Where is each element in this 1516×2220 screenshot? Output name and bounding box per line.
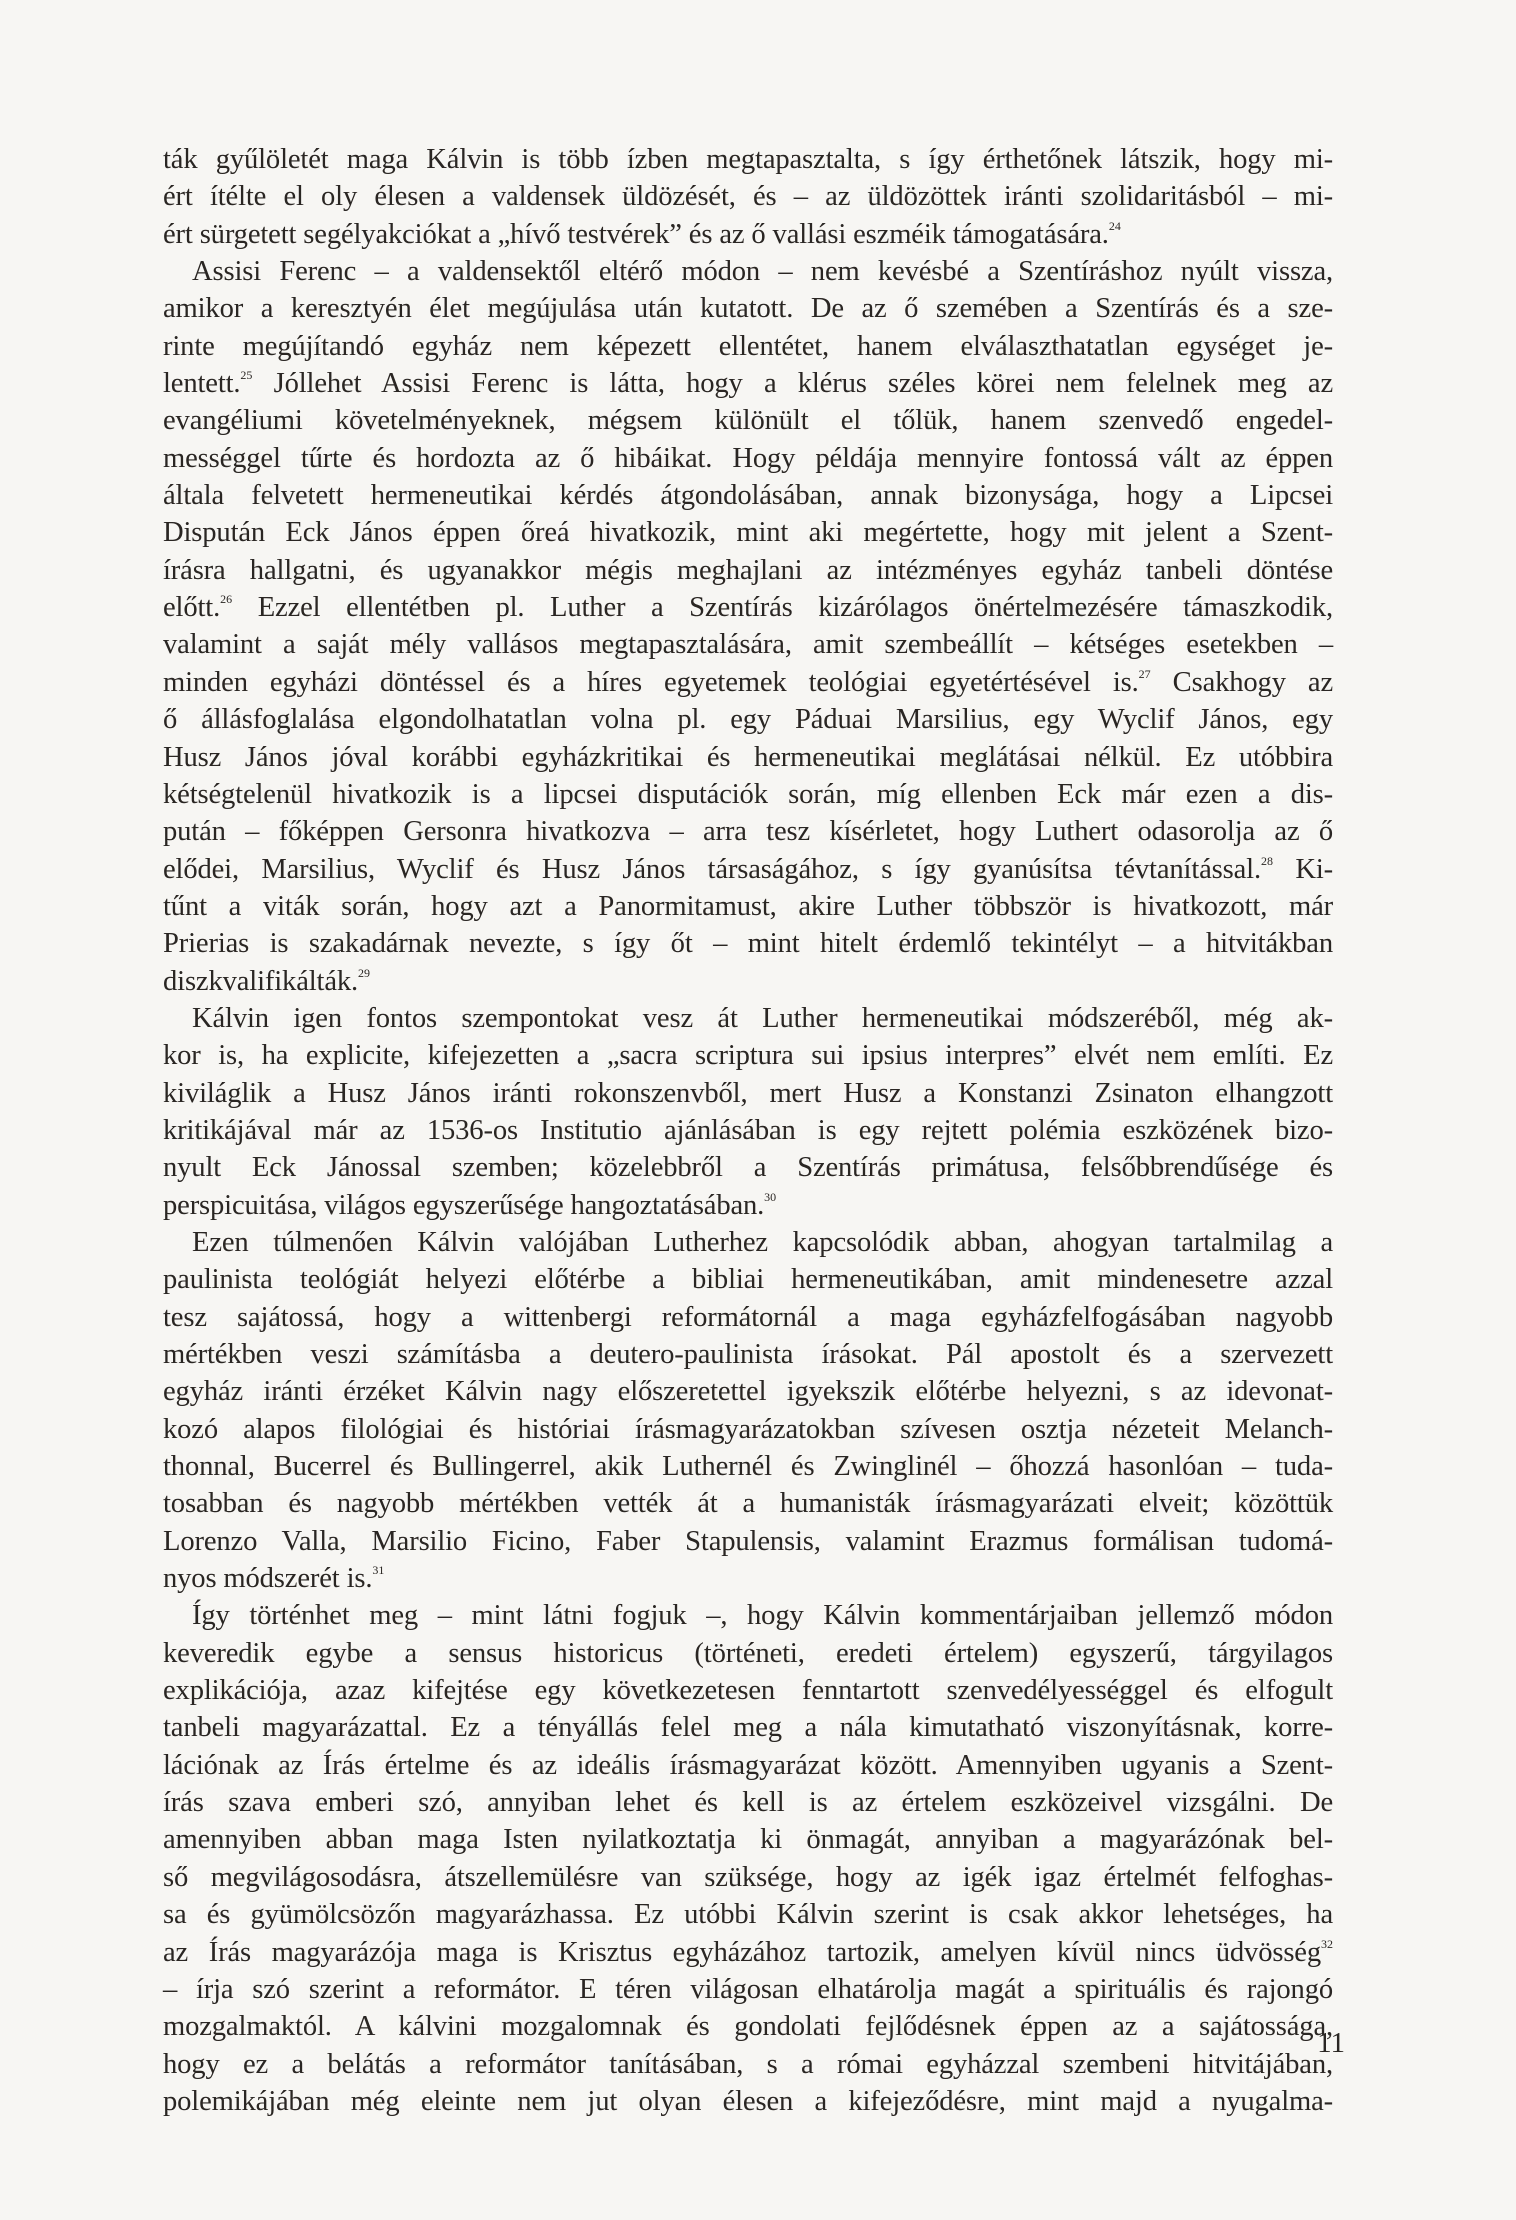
footnote-ref: 26 bbox=[220, 592, 233, 607]
footnote-ref: 31 bbox=[372, 1563, 385, 1578]
text-line: írásra hallgatni, és ugyanakkor mégis meghajlani az intézményes egyház tanbeli döntése bbox=[163, 554, 1333, 586]
footnote-ref: 25 bbox=[240, 368, 253, 383]
text-line: lációnak az Írás értelme és az ideális írásmagyarázat között. Amennyiben ugyanis a Szent- bbox=[163, 1749, 1333, 1781]
footnote-ref: 32 bbox=[1321, 1936, 1333, 1951]
text-line: írás szava emberi szó, annyiban lehet és kell is az értelem eszközeivel vizsgálni. De bbox=[163, 1787, 1333, 1819]
text-line: tűnt a viták során, hogy azt a Panormitamust, akire Luther többször is hivatkozott, már bbox=[163, 890, 1333, 922]
text-line: kiviláglik a Husz János iránti rokonszenvből, mert Husz a Konstanzi Zsinaton elhangzott bbox=[163, 1077, 1333, 1109]
footnote-ref: 30 bbox=[764, 1189, 777, 1204]
text-line: kétségtelenül hivatkozik is a lipcsei disputációk során, míg ellenben Eck már ezen a dis- bbox=[163, 778, 1333, 810]
text-line: ő állásfoglalása elgondolhatatlan volna pl. egy Páduai Marsilius, egy Wyclif János, egy bbox=[163, 704, 1333, 736]
text-line: rinte megújítandó egyház nem képezett ellentétet, hanem elválaszthatatlan egységet je- bbox=[163, 330, 1333, 362]
text-line: perspicuitása, világos egyszerűsége hangoztatásában.$^{30}$ bbox=[163, 1189, 777, 1221]
footnote-ref: 29 bbox=[358, 965, 371, 980]
text-line: ért sürgetett segélyakciókat a „hívő testvérek” és az ő vallási eszméik támogatására.$^{24}$ bbox=[163, 218, 1121, 250]
footnote-ref: 27 bbox=[1138, 666, 1151, 681]
body-text bbox=[163, 141, 1333, 2120]
text-line: Dispután Eck János éppen őreá hivatkozik, mint aki megértette, hogy mit jelent a Szent- bbox=[163, 517, 1333, 549]
text-line: diszkvalifikálták.$^{29}$ bbox=[163, 965, 371, 997]
text-line: kritikájával már az 1536-os Institutio ajánlásában is egy rejtett polémia eszközének bizo- bbox=[163, 1114, 1333, 1146]
text-line: Assisi Ferenc – a valdensektől eltérő módon – nem kevésbé a Szentíráshoz nyúlt vissza, bbox=[192, 256, 1333, 288]
text-line: az Írás magyarázója maga is Krisztus egyházához tartozik, amelyen kívül nincs üdvösség$^{32}$ bbox=[163, 1936, 1333, 1968]
text-line: Husz János jóval korábbi egyházkritikai és hermeneutikai meglátásai nélkül. Ez utóbbira bbox=[163, 741, 1333, 773]
text-line: lentett.$^{25}$ Jóllehet Assisi Ferenc is látta, hogy a klérus széles körei nem felelnek meg az bbox=[163, 368, 1333, 400]
text-line: Prierias is szakadárnak nevezte, s így őt – mint hitelt érdemlő tekintélyt – a hitvitákban bbox=[163, 928, 1333, 960]
text-line: mértékben veszi számításba a deutero-paulinista írásokat. Pál apostolt és a szervezett bbox=[163, 1339, 1333, 1370]
text-line: Kálvin igen fontos szempontokat vesz át Luther hermeneutikai módszeréből, még ak- bbox=[192, 1002, 1333, 1034]
text-line: tesz sajátossá, hogy a wittenbergi reformátornál a maga egyházfelfogásában nagyobb bbox=[163, 1301, 1333, 1333]
page-number: 11 bbox=[1317, 2027, 1345, 2059]
text-line: tanbeli magyarázattal. Ez a tényállás felel meg a nála kimutatható viszonyításnak, korre- bbox=[163, 1712, 1333, 1744]
text-line: előtt.$^{26}$ Ezzel ellentétben pl. Luther a Szentírás kizárólagos önértelmezésére támaszkodik, bbox=[163, 592, 1333, 624]
text-line: pután – főképpen Gersonra hivatkozva – arra tesz kísérletet, hogy Luthert odasorolja az ő bbox=[163, 816, 1333, 848]
text-line: általa felvetett hermeneutikai kérdés átgondolásában, annak bizonysága, hogy a Lipcsei bbox=[163, 480, 1333, 512]
text-line: amennyiben abban maga Isten nyilatkoztatja ki önmagát, annyiban a magyarázónak bel- bbox=[163, 1824, 1333, 1856]
text-line: evangéliumi követelményeknek, mégsem különült el tőlük, hanem szenvedő engedel- bbox=[163, 405, 1333, 437]
text-line: tosabban és nagyobb mértékben vették át a humanisták írásmagyarázati elveit; közöttük bbox=[163, 1488, 1333, 1520]
text-line: keveredik egybe a sensus historicus (történeti, eredeti értelem) egyszerű, tárgyilagos bbox=[163, 1637, 1333, 1669]
text-line: paulinista teológiát helyezi előtérbe a bibliai hermeneutikában, amit mindenesetre azzal bbox=[163, 1264, 1333, 1296]
text-line: Lorenzo Valla, Marsilio Ficino, Faber Stapulensis, valamint Erazmus formálisan tudomá- bbox=[163, 1525, 1333, 1557]
text-line: ső megvilágosodásra, átszellemülésre van szüksége, hogy az igék igaz értelmét felfoghas- bbox=[163, 1861, 1333, 1893]
text-line: valamint a saját mély vallásos megtapasztalására, amit szembeállít – kétséges esetekben – bbox=[163, 629, 1333, 661]
text-line: explikációja, azaz kifejtése egy következetesen fenntartott szenvedélyességgel és elfogult bbox=[163, 1675, 1333, 1707]
text-line: mességgel tűrte és hordozta az ő hibáikat. Hogy példája mennyire fontossá vált az éppen bbox=[163, 442, 1333, 474]
text-line: elődei, Marsilius, Wyclif és Husz János társaságához, s így gyanúsítsa tévtanítással.$^{28}$ Ki- bbox=[163, 853, 1334, 885]
text-line: sa és gyümölcsözőn magyarázhassa. Ez utóbbi Kálvin szerint is csak akkor lehetséges, ha bbox=[163, 1899, 1333, 1931]
text-line: ták gyűlöletét maga Kálvin is több ízben megtapasztalta, s így érthetőnek látszik, hogy mi- bbox=[163, 144, 1333, 175]
text-line: polemikájában még eleinte nem jut olyan élesen a kifejeződésre, mint majd a nyugalma- bbox=[163, 2085, 1333, 2117]
text-line: egyház iránti érzéket Kálvin nagy előszeretettel igyekszik előtérbe helyezni, s az idevonat- bbox=[163, 1376, 1333, 1408]
footnote-ref: 28 bbox=[1260, 853, 1273, 868]
text-line: nyult Eck Jánossal szemben; közelebbről a Szentírás primátusa, felsőbbrendűsége és bbox=[163, 1152, 1333, 1184]
text-line: mozgalmaktól. A kálvini mozgalomnak és gondolati fejlődésnek éppen az a sajátossága, bbox=[163, 2011, 1333, 2043]
text-line: Így történhet meg – mint látni fogjuk –, hogy Kálvin kommentárjaiban jellemző módon bbox=[192, 1600, 1333, 1632]
text-line: ért ítélte el oly élesen a valdensek üldözését, és – az üldözöttek iránti szolidaritásból – mi- bbox=[163, 181, 1333, 213]
text-line: amikor a keresztyén élet megújulása után kutatott. De az ő szemében a Szentírás és a sze- bbox=[163, 293, 1333, 325]
footnote-ref: 24 bbox=[1108, 218, 1121, 233]
text-line: kozó alapos filológiai és históriai írásmagyarázatokban szívesen osztja nézeteit Melanch- bbox=[163, 1413, 1333, 1445]
text-line: hogy ez a belátás a reformátor tanításában, s a római egyházzal szembeni hitvitájában, bbox=[163, 2048, 1333, 2080]
text-line: kor is, ha explicite, kifejezetten a „sacra scriptura sui ipsius interpres” elvét nem említi. Ez bbox=[163, 1040, 1333, 1072]
text-line: minden egyházi döntéssel és a híres egyetemek teológiai egyetértésével is.$^{27}$ Csakhogy az bbox=[163, 666, 1333, 698]
text-line: Ezen túlmenően Kálvin valójában Lutherhez kapcsolódik abban, ahogyan tartalmilag a bbox=[192, 1226, 1333, 1258]
text-line: nyos módszerét is.$^{31}$ bbox=[163, 1563, 385, 1595]
text-line: thonnal, Bucerrel és Bullingerrel, akik Luthernél és Zwinglinél – őhozzá hasonlóan – tuda- bbox=[163, 1451, 1333, 1483]
text-line: – írja szó szerint a reformátor. E téren világosan elhatárolja magát a spirituális és rajongó bbox=[163, 1973, 1333, 2005]
